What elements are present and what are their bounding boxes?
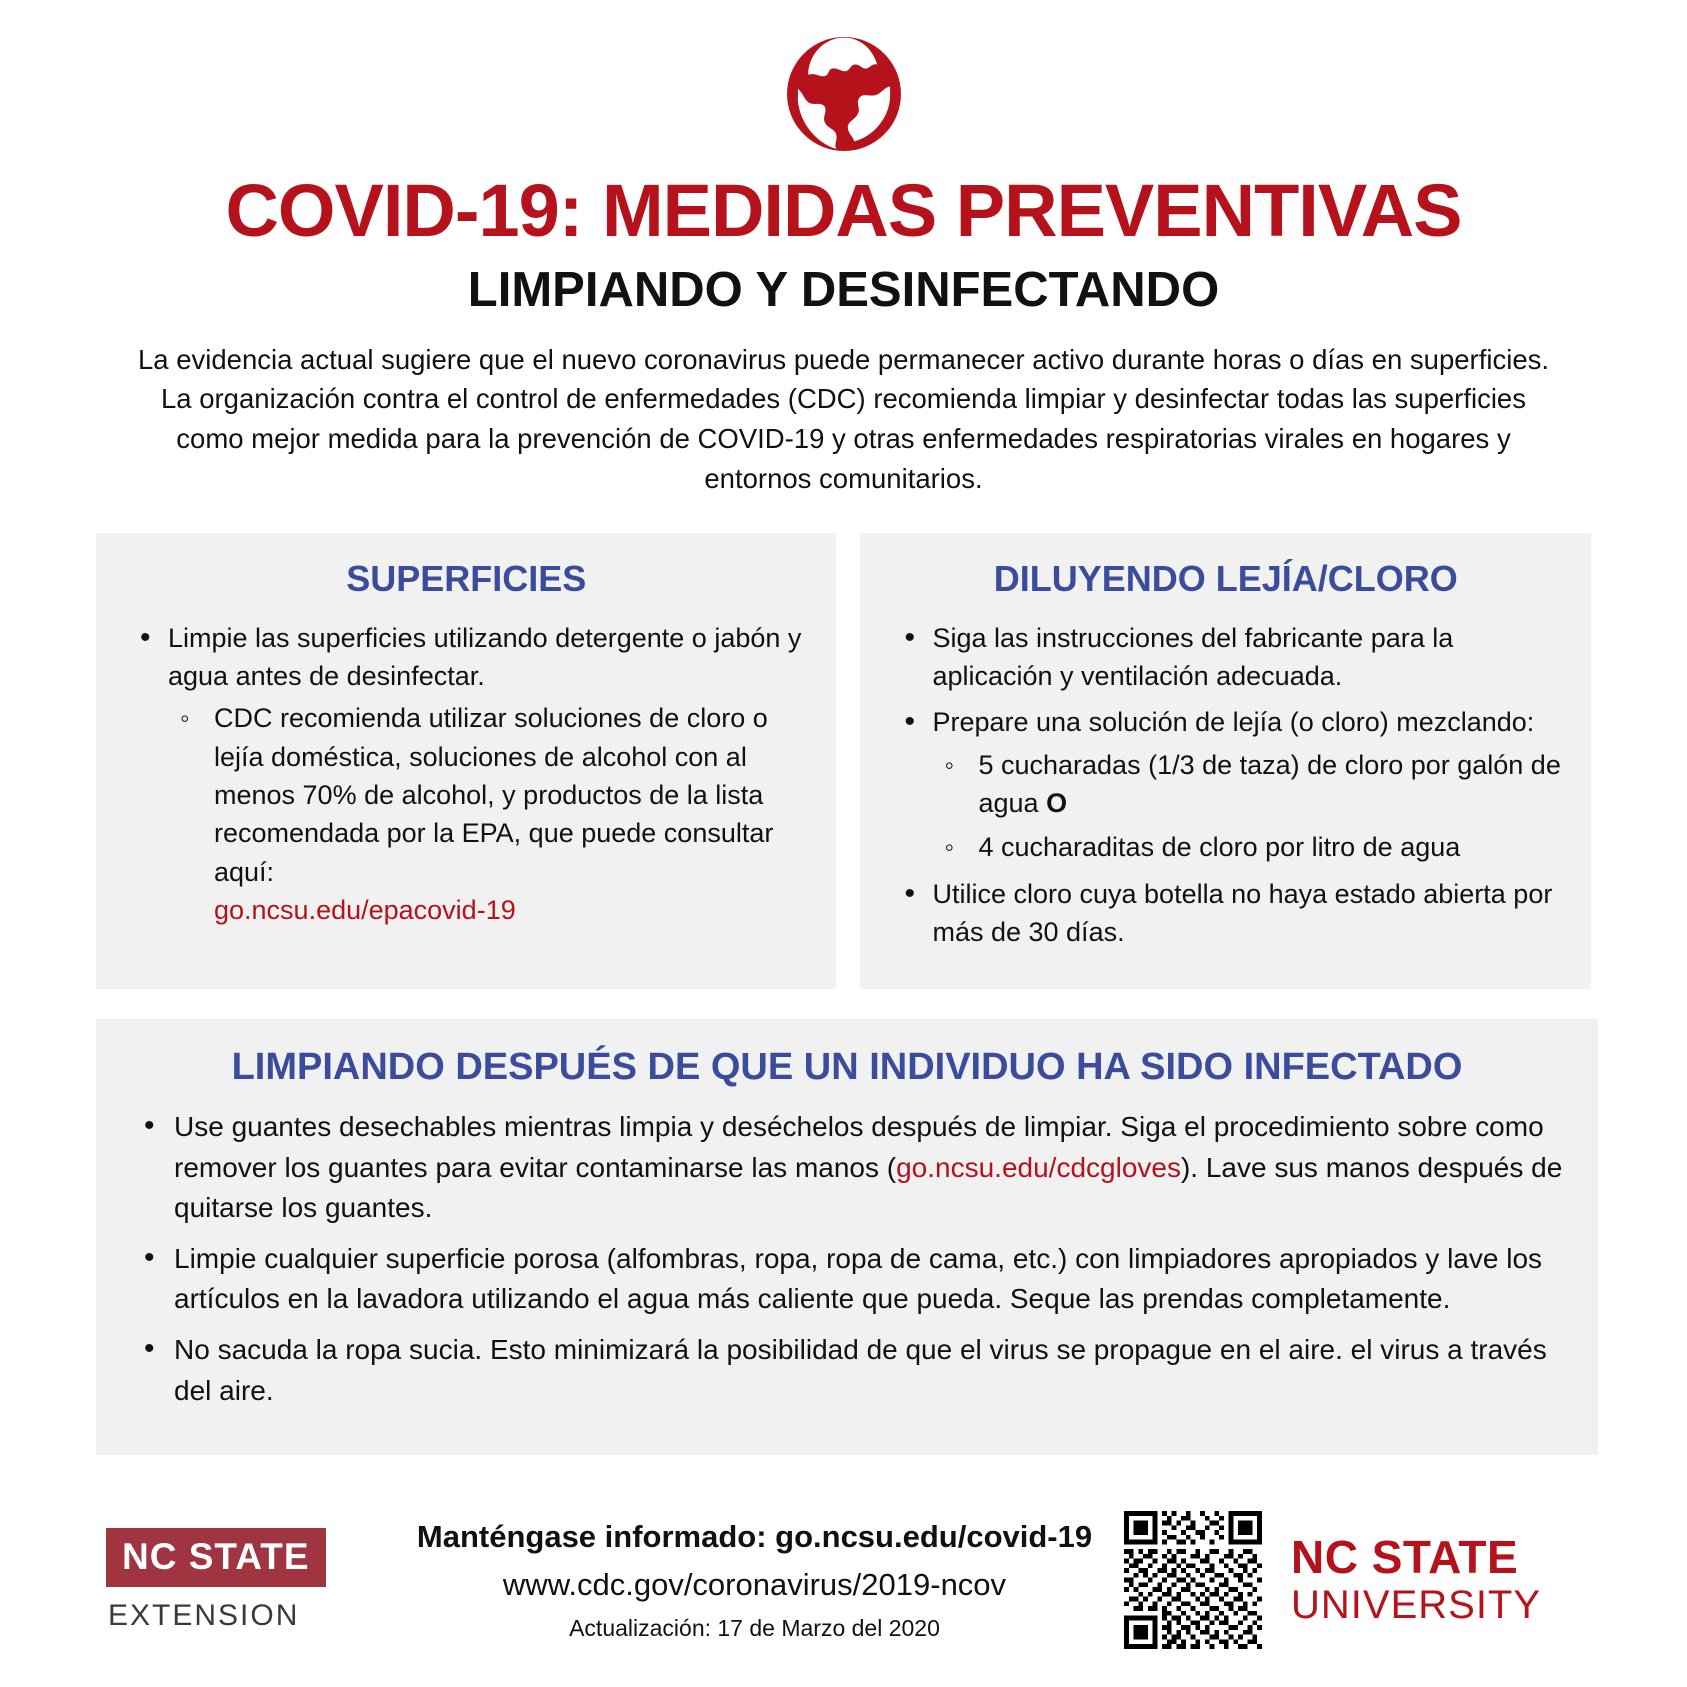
epa-list-link[interactable]: go.ncsu.edu/epacovid-19 (214, 894, 516, 925)
list-item (122, 619, 810, 930)
brand-secondary: UNIVERSITY (1291, 1583, 1542, 1627)
list-item (886, 619, 1565, 696)
updated-date-text: Actualización: 17 de Marzo del 2020 (569, 1614, 940, 1641)
bleach-list (886, 619, 1565, 952)
surfaces-item-1: Limpie las superficies utilizando detergente o jabón y agua antes de desinfectar. (168, 622, 802, 691)
qr-code-wrap (1113, 1511, 1273, 1649)
surfaces-item-1-sub-1: CDC recomienda utilizar soluciones de cloro o lejía doméstica, soluciones de alcohol con al menos 70% de alcohol, y productos de la lista recomendada por la EPA, que puede consultar aquí: (214, 703, 774, 887)
surfaces-sublist (168, 699, 810, 929)
nc-state-university-logo (1273, 1531, 1591, 1627)
list-item (886, 703, 1565, 866)
bleach-item-2: Prepare una solución de lejía (o cloro) mezclando: (932, 707, 1535, 738)
bleach-item-2-sub-1: 5 cucharadas (1/3 de taza) de cloro por galón de agua (978, 749, 1561, 818)
list-item (886, 875, 1565, 952)
list-item (126, 1239, 1568, 1320)
after-infection-item-1-part-b: ). Lave sus manos después de quitarse los guantes. (174, 1151, 1563, 1224)
list-item (126, 1107, 1568, 1229)
page-title: COVID-19: MEDIDAS PREVENTIVAS (225, 169, 1462, 252)
panel-bleach (860, 533, 1591, 989)
after-infection-item-3: No sacuda la ropa sucia. Esto minimizará la posibilidad de que el virus se propague en el aire. el virus a través del aire. (174, 1334, 1547, 1406)
panel-surfaces (96, 533, 836, 989)
globe-icon-wrap (96, 0, 1591, 158)
list-item (932, 746, 1565, 823)
bleach-item-2-sub-1-or: O (1046, 787, 1068, 818)
bleach-item-3: Utilice cloro cuya botella no haya estado abierta por más de 30 días. (932, 878, 1553, 947)
globe-icon (780, 30, 908, 158)
extension-logo-primary: NC STATE (106, 1528, 326, 1587)
panel-surfaces-title: SUPERFICIES (346, 558, 587, 600)
intro-paragraph: La evidencia actual sugiere que el nuevo coronavirus puede permanecer activo durante horas o días en superficies. La organización contra el control de enfermedades (CDC) recomienda limpiar y desinfectar todas las superficies como mejor medida para la prevención de COVID-19 y otras enfermedades respiratorias virales en hogares y entornos comunitarios. (137, 343, 1549, 495)
stay-informed-text: Manténgase informado: go.ncsu.edu/covid-19 (416, 1518, 1093, 1554)
after-infection-item-1-part-a: Use guantes desechables mientras limpia y deséchelos después de limpiar. Siga el procedimiento sobre como remover los guantes para evitar contaminarse las manos ( (174, 1111, 1544, 1183)
brand-primary: NC STATE (1291, 1531, 1519, 1583)
footer-center (396, 1519, 1113, 1642)
bleach-sublist (932, 746, 1565, 867)
after-infection-item-2: Limpie cualquier superficie porosa (alfombras, ropa, ropa de cama, etc.) con limpiadores apropiados y lave los artículos en la lavadora utilizando el agua más caliente que pueda. Seque las prendas completamente. (174, 1242, 1543, 1315)
qr-code-icon[interactable] (1124, 1511, 1262, 1649)
panel-bleach-title: DILUYENDO LEJÍA/CLORO (993, 558, 1458, 600)
panel-after-infection-title: LIMPIANDO DESPUÉS DE QUE UN INDIVIDUO HA SIDO INFECTADO (231, 1046, 1463, 1089)
extension-logo-secondary: EXTENSION (108, 1598, 300, 1632)
panel-after-infection (96, 1019, 1598, 1455)
after-infection-list (126, 1107, 1568, 1411)
cdc-gloves-link[interactable]: go.ncsu.edu/cdcgloves (896, 1151, 1181, 1183)
page-subtitle: LIMPIANDO Y DESINFECTANDO (467, 262, 1220, 317)
list-item (126, 1330, 1568, 1411)
list-item (932, 828, 1565, 866)
nc-state-extension-logo (96, 1528, 396, 1633)
bleach-item-2-sub-2: 4 cucharaditas de cloro por litro de agua (978, 832, 1461, 863)
surfaces-list (122, 619, 810, 930)
bleach-item-1: Siga las instrucciones del fabricante para la aplicación y ventilación adecuada. (932, 622, 1454, 691)
footer (96, 1495, 1591, 1665)
panels-row (96, 533, 1591, 989)
list-item (168, 699, 810, 929)
cdc-url-text: www.cdc.gov/coronavirus/2019-ncov (502, 1566, 1007, 1602)
